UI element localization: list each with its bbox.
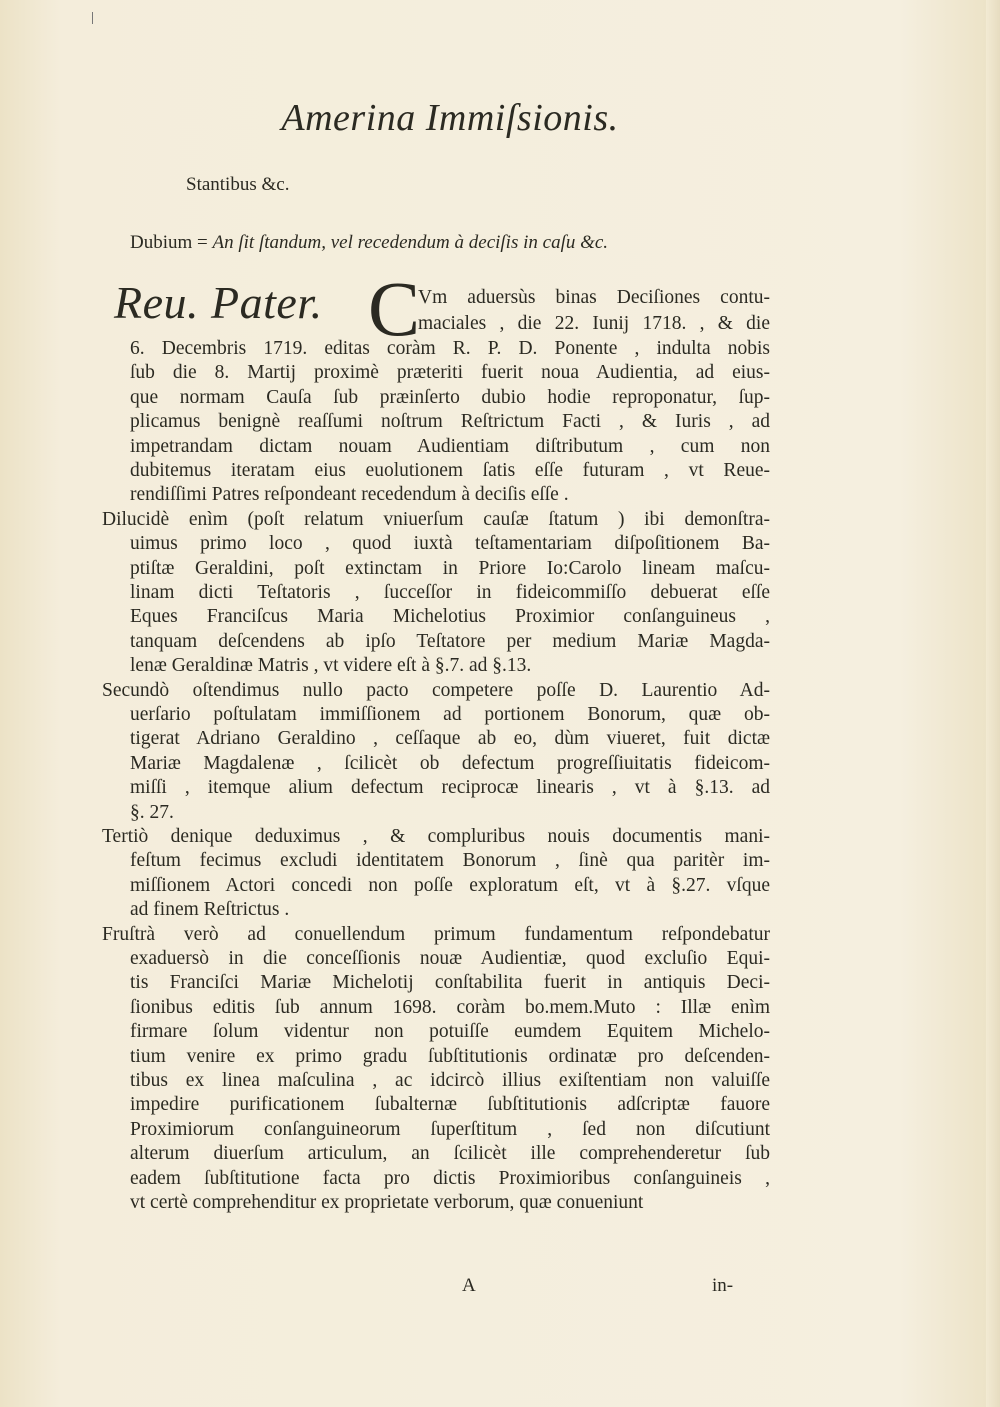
text-line: que normam Cauſa ſub præinſerto dubio hodie reproponatur, ſup- <box>130 387 770 408</box>
text-line: uimus primo loco , quod iuxtà teſtamentariam diſpoſitionem Ba- <box>130 533 770 554</box>
dubium-question: An ſit ſtandum, vel recedendum à deciſis in caſu &c. <box>212 232 609 253</box>
text-line: uerſario poſtulatam immiſſionem ad portionem Bonorum, quæ ob- <box>130 704 770 725</box>
text-line: Secundò oſtendimus nullo pacto competere poſſe D. Laurentio Ad- <box>102 680 770 701</box>
text-line: §. 27. <box>130 802 174 823</box>
text-line: tibus ex linea maſculina , ac idcircò illius exiſtentiam non valuiſſe <box>130 1070 770 1091</box>
text-line: ptiſtæ Geraldini, poſt extinctam in Priore Io:Carolo lineam maſcu- <box>130 558 770 579</box>
text-line: Fruſtrà verò ad conuellendum primum fundamentum reſpondebatur <box>102 924 770 945</box>
text-line: tanquam deſcendens ab ipſo Teſtatore per medium Mariæ Magda- <box>130 631 770 652</box>
signature-mark: A <box>462 1275 476 1296</box>
text-line: dubitemus iteratam eius euolutionem ſatis eſſe futuram , vt Reue- <box>130 460 770 481</box>
text-line: ſub die 8. Martij proximè præteriti fuerit noua Audientia, ad eius- <box>130 362 770 383</box>
text-line: impedire purificationem ſubalternæ ſubſtitutionis adſcriptæ fauore <box>130 1094 770 1115</box>
text-line: tium venire ex primo gradu ſubſtitutionis ordinatæ pro deſcenden- <box>130 1046 770 1067</box>
text-line: Tertiò denique deduximus , & compluribus nouis documentis mani- <box>102 826 770 847</box>
text-line: tis Franciſci Mariæ Michelotij conſtabilita fuerit in antiquis Deci- <box>130 972 770 993</box>
salutation: Stantibus &c. <box>186 174 290 195</box>
dubium <box>130 232 608 254</box>
text-line: miſſi , itemque alium defectum reciprocæ linearis , vt à §.13. ad <box>130 777 770 798</box>
text-line: tigerat Adriano Geraldino , ceſſaque ab eo, dùm viueret, fuit dictæ <box>130 728 770 749</box>
text-line: eadem ſubſtitutione facta pro dictis Proximioribus conſanguineis , <box>130 1168 770 1189</box>
drop-cap: C <box>368 265 421 352</box>
text-line: ad finem Reſtrictus . <box>130 899 290 920</box>
text-line: 6. Decembris 1719. editas coràm R. P. D. Ponente , indulta nobis <box>130 338 770 359</box>
text-line: feſtum fecimus excludi identitatem Bonorum , ſinè qua paritèr im- <box>130 850 770 871</box>
catchword: in- <box>712 1275 734 1296</box>
text-line: Proximiorum conſanguineorum ſuperſtitum , ſed non diſcutiunt <box>130 1119 770 1140</box>
page-edge <box>986 0 1000 1407</box>
text-line: alterum diuerſum articulum, an ſcilicèt ille comprehenderetur ſub <box>130 1143 770 1164</box>
corner-mark <box>92 12 93 24</box>
text-line: Mariæ Magdalenæ , ſcilicèt ob defectum progreſſiuitatis fideicom- <box>130 753 770 774</box>
text-line: vt certè comprehenditur ex proprietate verborum, quæ conueniunt <box>130 1192 644 1213</box>
text-line: Eques Franciſcus Maria Michelotius Proximior conſanguineus , <box>130 606 770 627</box>
text-line: exaduersò in die conceſſionis nouæ Audientiæ, quod excluſio Equi- <box>130 948 770 969</box>
dubium-label: Dubium = <box>130 232 208 253</box>
document-title: Amerina Immiſsionis. <box>281 97 619 139</box>
address-heading: Reu. Pater. <box>114 277 323 328</box>
text-line: plicamus benignè reaſſumi noſtrum Reſtrictum Facti , & Iuris , ad <box>130 411 770 432</box>
text-line: Dilucidè enìm (poſt relatum vniuerſum cauſæ ſtatum ) ibi demonſtra- <box>102 509 770 530</box>
text-line: Vm aduersùs binas Deciſiones contu- <box>418 287 770 308</box>
text-line: miſſionem Actori concedi non poſſe exploratum eſt, vt à §.27. vſque <box>130 875 770 896</box>
text-line: maciales , die 22. Iunij 1718. , & die <box>418 313 770 334</box>
text-line: ſionibus editis ſub annum 1698. coràm bo.mem.Muto : Illæ enìm <box>130 997 770 1018</box>
text-line: rendiſſimi Patres reſpondeant recedendum à deciſis eſſe . <box>130 484 569 505</box>
text-line: lenæ Geraldinæ Matris , vt videre eſt à §.7. ad §.13. <box>130 655 532 676</box>
text-line: firmare ſolum videntur non potuiſſe eumdem Equitem Michelo- <box>130 1021 770 1042</box>
text-line: linam dicti Teſtatoris , ſucceſſor in fideicommiſſo debuerat eſſe <box>130 582 770 603</box>
text-line: impetrandam dictam nouam Audientiam diſtributum , cum non <box>130 436 770 457</box>
